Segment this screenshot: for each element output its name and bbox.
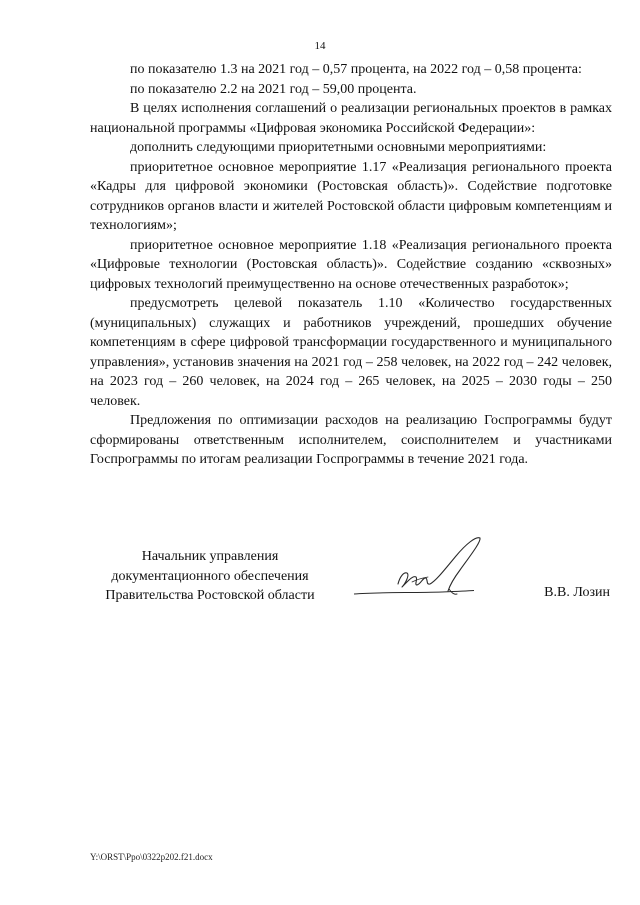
document-body [90, 60, 612, 470]
signature-baseline-stroke [354, 591, 474, 595]
page-number: 14 [314, 40, 326, 52]
signature-main-stroke [398, 538, 480, 591]
signatory-title-line: Правительства Ростовской области [105, 588, 315, 603]
signature-flourish-stroke [412, 577, 428, 582]
paragraph-measure-1-18: приоритетное основное мероприятие 1.18 «Реализация регионального проекта «Цифровые технологии (Ростовская область)». Содействие созданию «сквозных» цифровых технологий преимущественно на основе отечественных разработок»; [90, 237, 612, 292]
paragraph-supplement: дополнить следующими приоритетными основными мероприятиями: [130, 140, 547, 155]
handwritten-signature [350, 532, 500, 607]
paragraph-measure-1-17: приоритетное основное мероприятие 1.17 «Реализация регионального проекта «Кадры для цифровой экономики (Ростовская область)». Содействие подготовке сотрудников органов власти и жителей Ростовской области цифровым компетенциям и технологиям»; [90, 159, 612, 233]
paragraph-indicator-2-2: по показателю 2.2 на 2021 год – 59,00 процента. [130, 81, 417, 97]
signer-name: В.В. Лозин [544, 585, 610, 600]
paragraph-optimization-proposals: Предложения по оптимизации расходов на реализацию Госпрограммы будут сформированы ответственным исполнителем, соисполнителем и участниками Госпрограммы по итогам реализации Госпрограммы в течение 2021 года. [90, 413, 612, 467]
file-path-footer: Y:\ORST\Ppo\0322p202.f21.docx [90, 852, 213, 862]
signatory-title-line: документационного обеспечения [111, 568, 309, 584]
signatory-title-line: Начальник управления [141, 549, 279, 564]
paragraph-regional-projects: В целях исполнения соглашений о реализации региональных проектов в рамках национальной программы «Цифровая экономика Российской Федерации»: [90, 101, 612, 136]
signatory-title [90, 547, 330, 606]
paragraph-target-1-10: предусмотреть целевой показатель 1.10 «Количество государственных (муниципальных) служащих и работников учреждений, прошедших обучение компетенциям в сфере цифровой трансформации государственного и муниципального управления», установив значения на 2021 год – 258 человек, на 2022 год – 242 человек, на 2023 год – 260 человек, на 2024 год – 265 человек, на 2025 – 2030 годы – 250 человек. [90, 296, 612, 409]
paragraph-indicator-1-3: по показателю 1.3 на 2021 год – 0,57 процента, на 2022 год – 0,58 процента: [130, 62, 582, 77]
